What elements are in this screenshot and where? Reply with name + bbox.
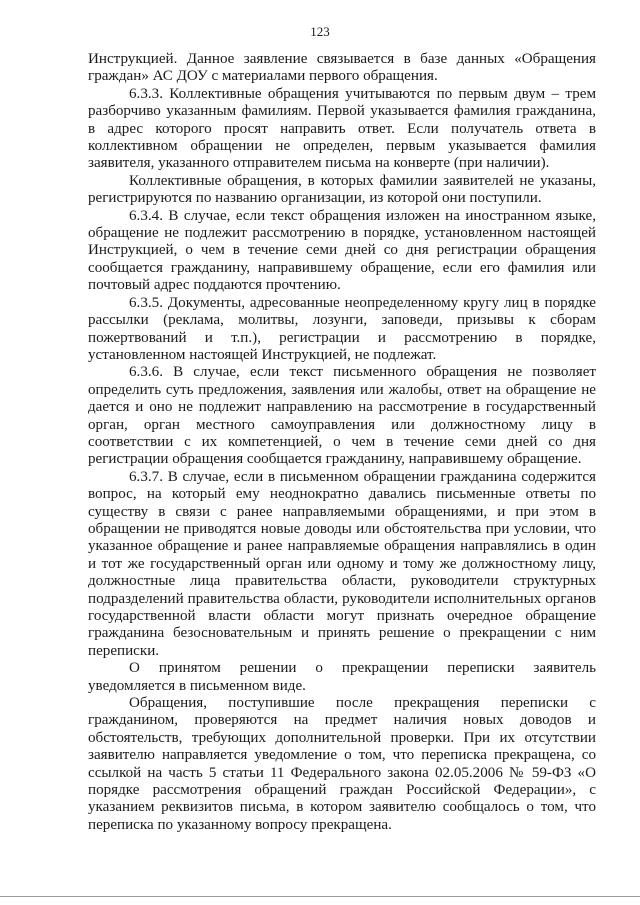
document-body [88, 51, 596, 834]
bottom-divider [0, 896, 640, 897]
paragraph-6-3-5: 6.3.5. Документы, адресованные неопределенному кругу лиц в порядке рассылки (реклама, молитвы, лозунги, заповеди, призывы к сборам пожертвований и т.п.), регистрации и рассмотрению в порядке, установленном настоящей Инструкцией, не подлежат. [88, 294, 596, 363]
paragraph-collective-appeals: Коллективные обращения, в которых фамилии заявителей не указаны, регистрируются по названию организации, из которой они поступили. [88, 172, 596, 207]
paragraph-6-3-6: 6.3.6. В случае, если текст письменного обращения не позволяет определить суть предложения, заявления или жалобы, ответ на обращение не дается и оно не подлежит направлению на рассмотрение в государственный орган, орган местного самоуправления или должностному лицу в соответствии с их компетенцией, о чем в течение семи дней со дня регистрации обращения сообщается гражданину, направившему обращение. [88, 364, 596, 468]
paragraph-continuation: Инструкцией. Данное заявление связывается в базе данных «Обращения граждан» АС ДОУ с материалами первого обращения. [88, 51, 596, 85]
paragraph-6-3-7: 6.3.7. В случае, если в письменном обращении гражданина содержится вопрос, на который ему неоднократно давались письменные ответы по существу в связи с ранее направляемыми обращениями, и при этом в обращении не приводятся новые доводы или обстоятельства при условии, что указанное обращение и ранее направляемые обращения направлялись в один и тот же государственный орган или одному и тому же должностному лицу, должностные лица правительства области, руководители структурных подразделений правительства области, руководители исполнительных органов государственной власти области могут признать очередное обращение гражданина безосновательным и принять решение о прекращении с ним переписки. [88, 468, 596, 659]
paragraph-6-3-3: 6.3.3. Коллективные обращения учитываются по первым двум – трем разборчиво указанным фамилиям. Первой указывается фамилия гражданина, в адрес которого просят направить ответ. Если получатель ответа в коллективном обращении не определен, первым указывается фамилия заявителя, указанного отправителем письма на конверте (при наличии). [88, 85, 596, 172]
paragraph-decision-notice: О принятом решении о прекращении переписки заявитель уведомляется в письменном виде. [88, 660, 596, 694]
paragraph-after-termination: Обращения, поступившие после прекращения переписки с гражданином, проверяются на предмет наличия новых доводов и обстоятельств, требующих дополнительной проверки. При их отсутствии заявителю направляется уведомление о том, что переписка прекращена, со ссылкой на часть 5 статьи 11 Федерального закона 02.05.2006 № 59-ФЗ «О порядке рассмотрения обращений граждан Российской Федерации», с указанием реквизитов письма, в котором заявителю сообщалось о том, что переписка по указанному вопросу прекращена. [88, 695, 596, 833]
paragraph-6-3-4: 6.3.4. В случае, если текст обращения изложен на иностранном языке, обращение не подлежит рассмотрению в порядке, установленном настоящей Инструкцией, о чем в течение семи дней со дня регистрации обращения сообщается гражданину, направившему обращение, если его фамилия или почтовый адрес поддаются прочтению. [88, 207, 596, 294]
page-number: 123 [310, 24, 330, 39]
